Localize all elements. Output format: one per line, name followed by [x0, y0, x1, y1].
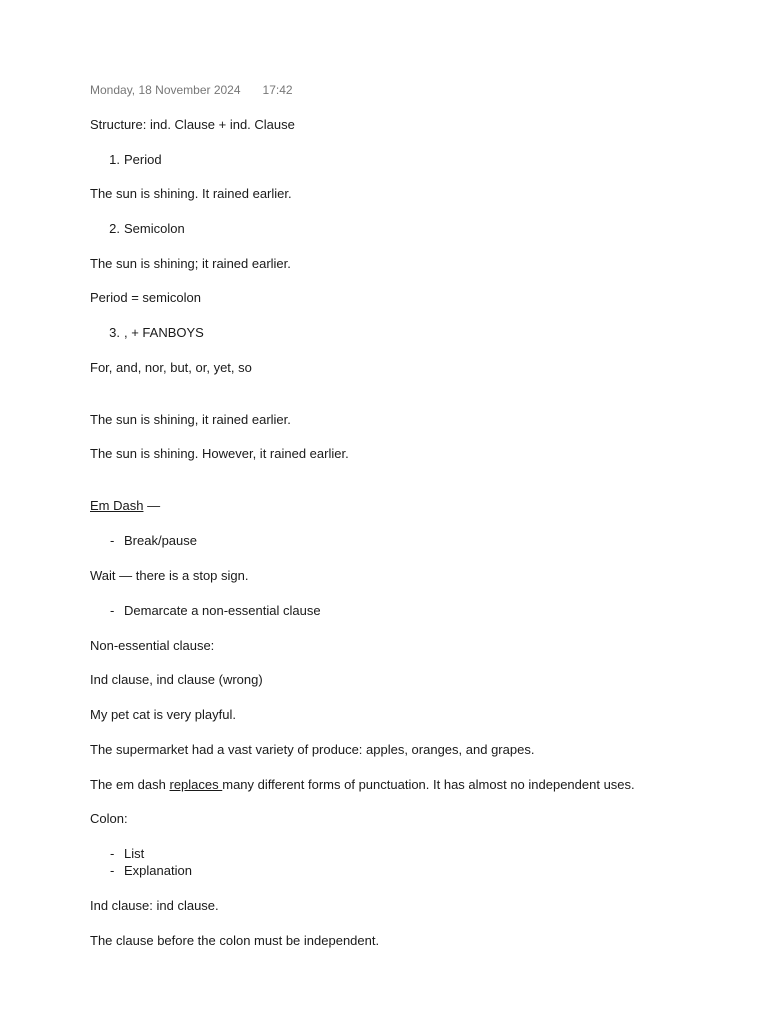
em-dash-heading	[90, 498, 160, 514]
bullet-dash: -	[110, 863, 115, 878]
non-essential-heading: Non-essential clause:	[90, 638, 215, 653]
bullet-text: Break/pause	[124, 533, 197, 548]
example-period: The sun is shining. It rained earlier.	[90, 186, 292, 201]
example-however: The sun is shining. However, it rained earlier.	[90, 446, 349, 461]
colon-rule-line: The clause before the colon must be independent.	[90, 933, 380, 948]
replaces-underlined: replaces	[169, 777, 223, 792]
note-date: Monday, 18 November 2024	[90, 83, 241, 97]
structure-line: Structure: ind. Clause + ind. Clause	[90, 117, 295, 132]
fanboys-line: For, and, nor, but, or, yet, so	[90, 360, 252, 375]
replaces-before: The em dash	[90, 777, 170, 792]
example-comma: The sun is shining, it rained earlier.	[90, 412, 291, 427]
bullet-text: Explanation	[124, 863, 192, 878]
example-semicolon: The sun is shining; it rained earlier.	[90, 256, 291, 271]
bullet-text: List	[124, 846, 145, 861]
list-number: 1.	[109, 152, 120, 167]
list-item-text: Semicolon	[124, 221, 185, 236]
list-item-text: Period	[124, 152, 162, 167]
list-item-text: , + FANBOYS	[124, 325, 204, 340]
bullet-dash: -	[110, 846, 115, 861]
ind-colon-line: Ind clause: ind clause.	[90, 898, 219, 913]
equivalence-line: Period = semicolon	[90, 290, 201, 305]
bullet-dash: -	[110, 533, 115, 548]
ind-clause-wrong: Ind clause, ind clause (wrong)	[90, 672, 263, 687]
em-dash-symbol: —	[143, 498, 161, 513]
bullet-dash: -	[110, 603, 115, 618]
example-supermarket: The supermarket had a vast variety of produce: apples, oranges, and grapes.	[90, 742, 535, 757]
list-number: 3.	[109, 325, 120, 340]
note-timestamp	[90, 82, 293, 98]
em-dash-title: Em Dash	[90, 498, 144, 513]
note-page	[90, 0, 730, 1024]
colon-heading: Colon:	[90, 811, 128, 826]
example-wait: Wait — there is a stop sign.	[90, 568, 249, 583]
note-time: 17:42	[262, 83, 293, 97]
replaces-after: many different forms of punctuation. It has almost no independent uses.	[222, 777, 635, 792]
em-dash-replaces-line	[90, 777, 635, 793]
list-number: 2.	[109, 221, 120, 236]
bullet-text: Demarcate a non-essential clause	[124, 603, 321, 618]
example-cat: My pet cat is very playful.	[90, 707, 236, 722]
